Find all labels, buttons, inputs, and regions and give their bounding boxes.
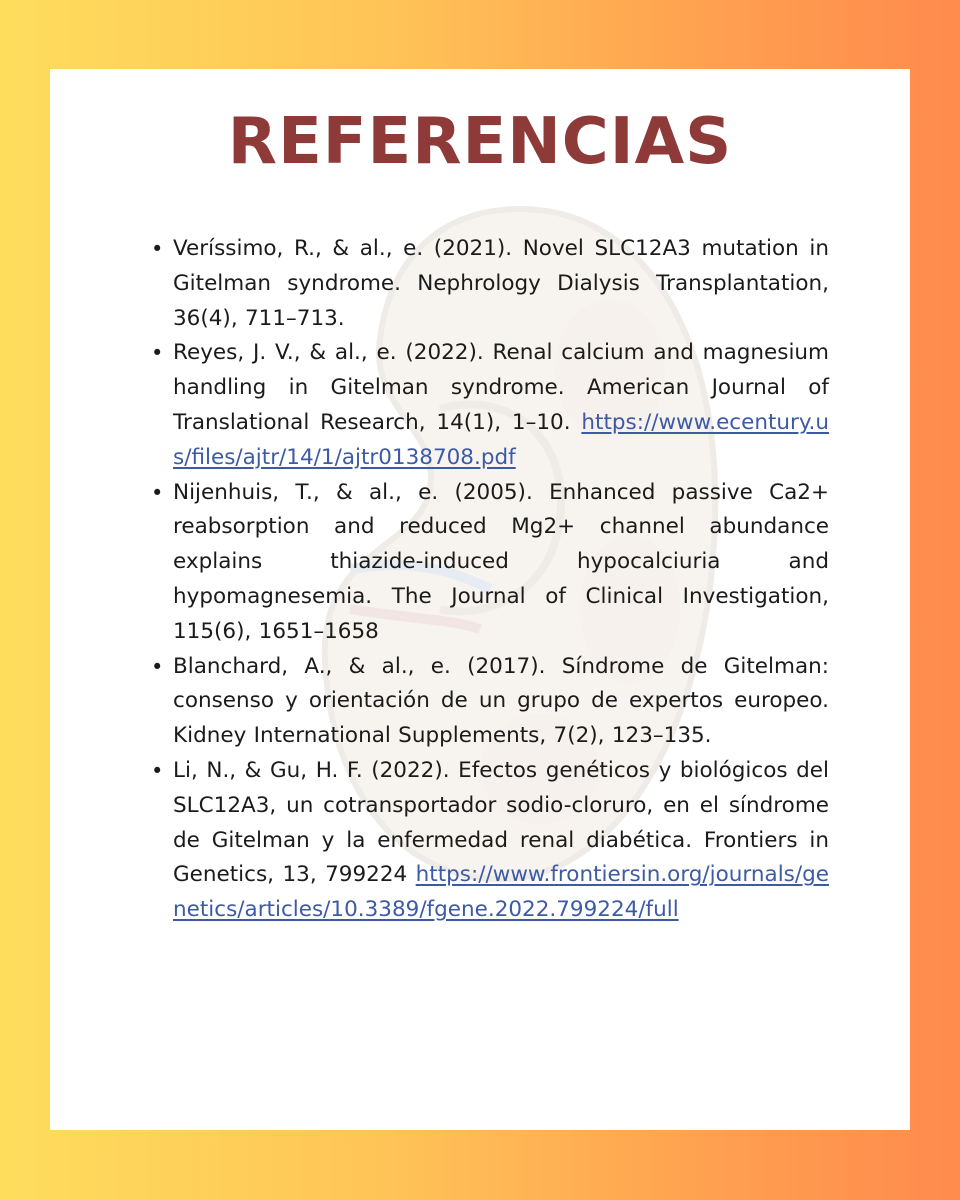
reference-text: Li, N., & Gu, H. F. (2022). Efectos genéticos y biológicos del SLC12A3, un cotransportador sodio-cloruro, en el síndrome de Gitelman y la enfermedad renal diabética. Frontiers in Genetics, 13, 799224 — [173, 757, 829, 888]
reference-item — [151, 336, 829, 475]
bullet-icon: • — [151, 341, 164, 366]
bullet-icon: • — [151, 237, 164, 261]
reference-link[interactable]: https://www.ecentury.us/files/ajtr/14/1/ajtr0138708.pdf — [173, 409, 829, 470]
reference-text: Nijenhuis, T., & al., e. (2005). Enhanced passive Ca2+ reabsorption and reduced Mg2+ channel abundance explains thiazide-induced hypocalciuria and hypomagnesemia. The Journal of Clinical Investigation, 115(6), 1651–1658 — [173, 479, 829, 644]
reference-item — [151, 754, 829, 928]
reference-item — [151, 232, 829, 336]
bullet-icon: • — [151, 480, 164, 505]
reference-link[interactable]: https://www.frontiersin.org/journals/genetics/articles/10.3389/fgene.2022.799224/full — [173, 862, 829, 923]
bullet-icon: • — [151, 654, 164, 679]
reference-text: Blanchard, A., & al., e. (2017). Síndrome de Gitelman: consenso y orientación de un grupo de expertos europeo. Kidney International Supplements, 7(2), 123–135. — [173, 653, 829, 749]
reference-text: Veríssimo, R., & al., e. (2021). Novel SLC12A3 mutation in Gitelman syndrome. Nephrology Dialysis Transplantation, 36(4), 711–713. — [173, 236, 829, 331]
page-title: REFERENCIAS — [227, 105, 733, 179]
references-card — [50, 69, 910, 1130]
reference-text: Reyes, J. V., & al., e. (2022). Renal calcium and magnesium handling in Gitelman syndrome. American Journal of Translational Research, 14(1), 1–10. — [173, 340, 829, 435]
references-list — [151, 232, 829, 928]
reference-item — [151, 476, 829, 650]
reference-item — [151, 650, 829, 754]
bullet-icon: • — [151, 758, 164, 783]
